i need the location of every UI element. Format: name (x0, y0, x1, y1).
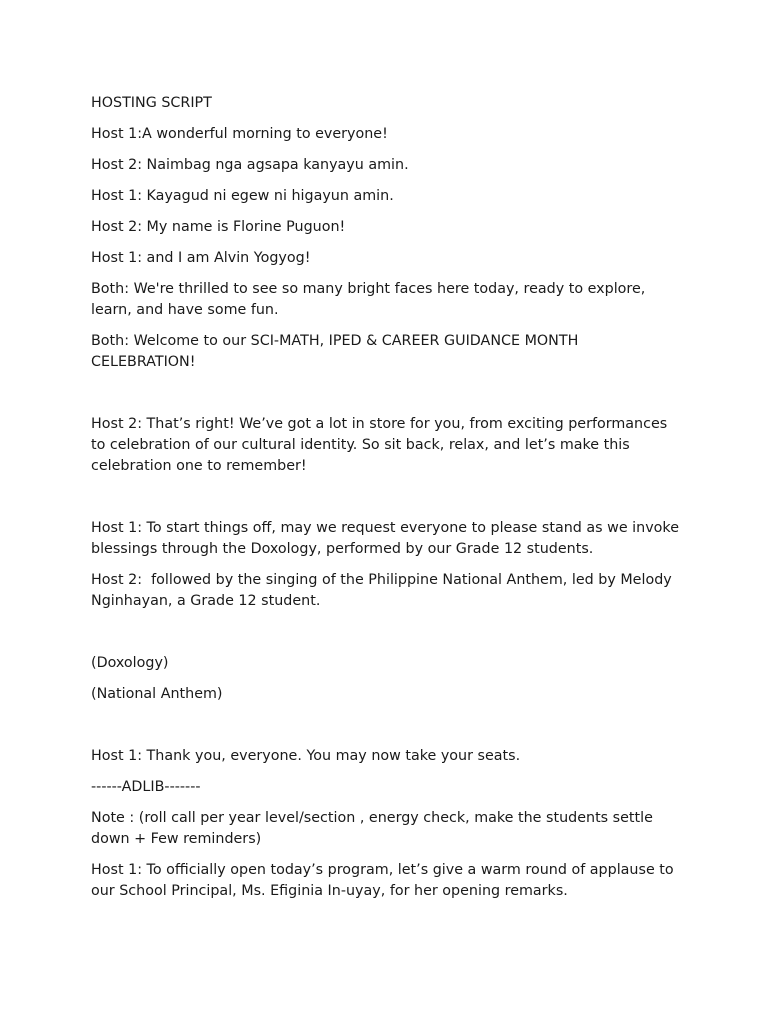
script-line: Both: Welcome to our SCI-MATH, IPED & CAREER GUIDANCE MONTH CELEBRATION! (91, 333, 583, 370)
blank-line (91, 622, 681, 643)
script-line: Host 2: My name is Florine Puguon! (91, 219, 346, 235)
script-line: Host 1: To officially open today’s program, let’s give a warm round of applause to our School Principal, Ms. Efiginia In-uyay, for her opening remarks. (91, 862, 679, 899)
note-line: Note : (roll call per year level/section , energy check, make the students settle down + Few reminders) (91, 810, 658, 847)
script-line: Host 1: Thank you, everyone. You may now take your seats. (91, 748, 521, 764)
script-line: Both: We're thrilled to see so many bright faces here today, ready to explore, learn, and have some fun. (91, 281, 650, 318)
script-line: Host 2: That’s right! We’ve got a lot in store for you, from exciting performances to celebration of our cultural identity. So sit back, relax, and let’s make this celebration one to remember! (91, 416, 672, 474)
blank-line (91, 383, 681, 404)
blank-line (91, 487, 681, 508)
cue-line: (Doxology) (91, 655, 169, 671)
script-line: Host 1: and I am Alvin Yogyog! (91, 250, 311, 266)
cue-line: (National Anthem) (91, 686, 223, 702)
adlib-divider: ------ADLIB------- (91, 779, 201, 795)
script-line: Host 2: Naimbag nga agsapa kanyayu amin. (91, 157, 409, 173)
script-line: Host 1:A wonderful morning to everyone! (91, 126, 388, 142)
blank-line (91, 715, 681, 736)
script-line: Host 2: followed by the singing of the Philippine National Anthem, led by Melody Nginhayan, a Grade 12 student. (91, 572, 677, 609)
script-line: Host 1: To start things off, may we request everyone to please stand as we invoke blessings through the Doxology, performed by our Grade 12 students. (91, 520, 684, 557)
document-body (91, 93, 684, 912)
script-line: Host 1: Kayagud ni egew ni higayun amin. (91, 188, 394, 204)
document-title: HOSTING SCRIPT (91, 95, 212, 111)
